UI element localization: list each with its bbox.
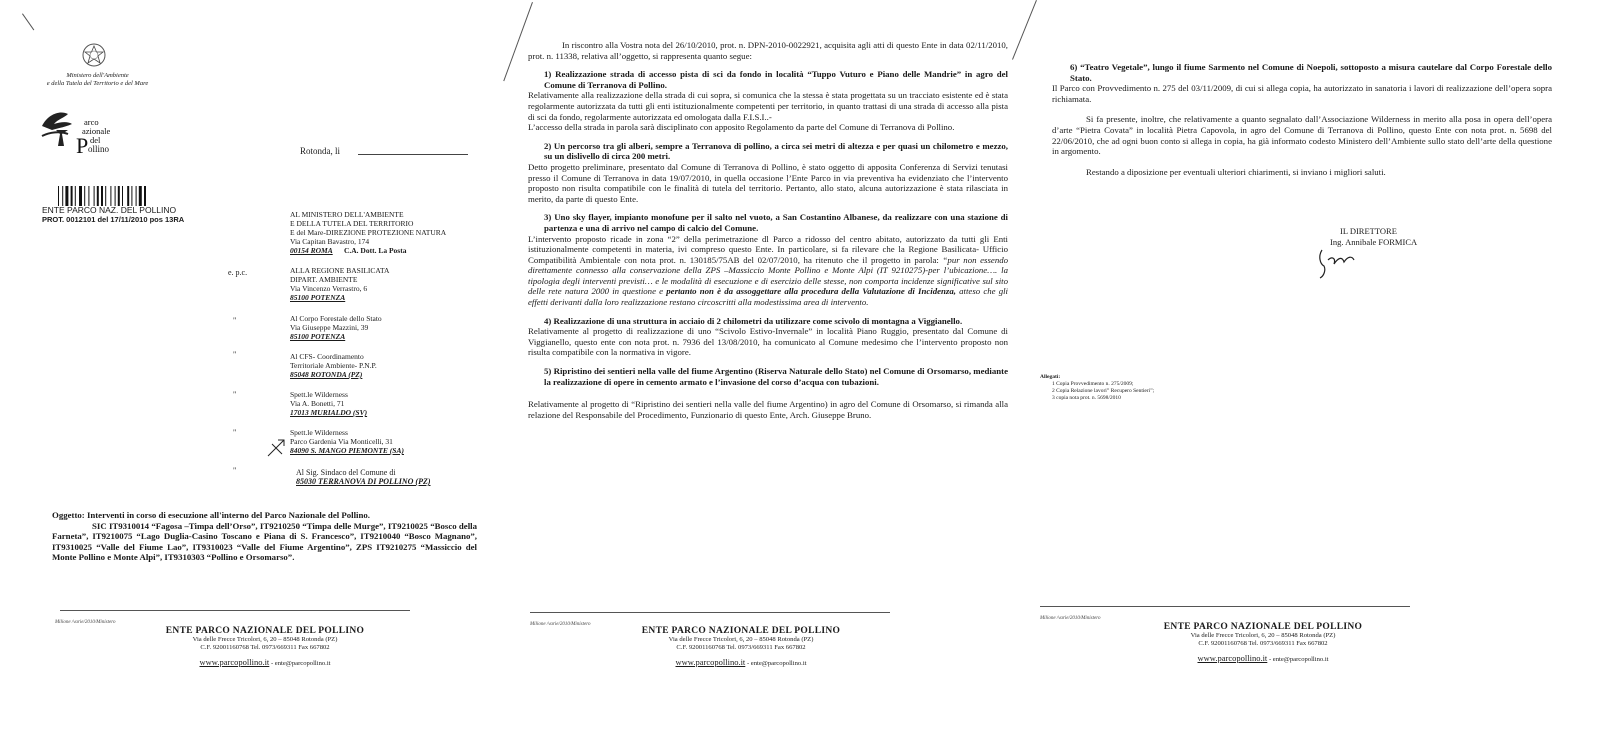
svg-text:P: P (76, 133, 89, 154)
footer-contacts: C.F. 92001160768 Tel. 0973/669311 Fax 667802 (676, 644, 806, 651)
point-6-heading: 6) “Teatro Vegetale”, lungo il fiume Sarmento nel Comune di Noepoli, sottoposto a misura cautelare dal Corpo Forestale dello Stato. (1070, 62, 1552, 83)
recipient-line: Via Giuseppe Mazzini, 39 (290, 323, 369, 332)
date-blank-line (358, 154, 468, 155)
attachments-list (1040, 374, 1154, 402)
recipient-ministero (290, 210, 500, 255)
recipient-line: Via Capitan Bavastro, 174 (290, 237, 370, 246)
footer-org-name: ENTE PARCO NAZIONALE DEL POLLINO (165, 626, 365, 636)
recipient-line: AL MINISTERO DELL'AMBIENTE (290, 210, 404, 219)
footer-rule (60, 610, 410, 611)
point-5-heading: 5) Ripristino dei sentieri nella valle del fiume Argentino (Riserva Naturale dello Stato) nel Comune di Orsomarso, mediante la realizzazione di opere in cemento armato e l’invasione del corso d’acqua con tubazioni. (544, 366, 1008, 387)
footer-rule (1040, 606, 1410, 607)
letter-body-page-2 (528, 40, 1008, 428)
point-4-text: Relativamente al progetto di realizzazione di uno “Scivolo Estivo-Invernale” in località Piano Ruggio, presentato dal Comune di Viggianello, questo ente con nota prot. n. 7936 del 13/08/2010, ha comunicato al Comune medesimo che l’intervento proposto non risulta compatibile con la normativa in vigore. (528, 326, 1008, 358)
footer-email: - ente@parcopollino.it (1267, 656, 1329, 663)
italian-republic-emblem-icon (80, 42, 108, 68)
footer-file-ref: Milione /varie/2010/Ministero (530, 622, 591, 627)
footer-rule (530, 612, 890, 613)
footer-address: Via delle Frecce Tricolori, 6, 20 – 85048 Rotonda (PZ) (192, 636, 338, 643)
ministry-header (30, 72, 165, 88)
recipient-line: DIPART. AMBIENTE (290, 275, 358, 284)
point-3-quote-end: atteso che gli effetti derivanti dalla loro realizzazione restano circoscritti alla modestissima area di intervento. (528, 286, 1009, 308)
recipient-destination: 85100 POTENZA (290, 332, 346, 341)
ministry-line-1: Ministero dell'Ambiente (66, 72, 129, 79)
point-3-text: L’intervento proposto ricade in zona “2” della perimetrazione dl Parco a ridosso del centro abitato, autorizzato da tutti gli Enti istituzionalmente competenti in materia, ivi compreso questo Ente. In particolare, si fa rilevare che la Regione Basilicata- Ufficio Compatibilità Ambientale con nota prot. n. 130185/75AB del 02/07/2010, ha ritenuto che il progetto in parola: (528, 233, 1008, 265)
footer-email: - ente@parcopollino.it (269, 660, 331, 667)
recipient-cfs-coordinamento (290, 352, 500, 379)
recipient-line: ALLA REGIONE BASILICATA (290, 266, 390, 275)
footer-org-name: ENTE PARCO NAZIONALE DEL POLLINO (641, 626, 841, 636)
recipient-line: E del Mare-DIREZIONE PROTEZIONE NATURA (290, 228, 447, 237)
recipient-wilderness-2 (290, 428, 500, 455)
footer (1138, 622, 1388, 666)
handwritten-signature (1314, 246, 1374, 280)
recipient-line: Parco Gardenia Via Monticelli, 31 (290, 437, 393, 446)
attachment-item: 3 copia nota prot. n. 5698/2010 (1052, 395, 1121, 401)
recipient-destination: 17013 MURIALDO (SV) (290, 408, 368, 417)
letter-page-3 (1030, 0, 1600, 733)
letter-page-1 (0, 0, 510, 733)
date-place: Rotonda, li (300, 146, 340, 156)
point-4-heading: 4) Realizzazione di una struttura in acciaio di 2 chilometri da utilizzare come scivolo di montagna a Viggianello. (544, 315, 963, 326)
attachment-item: 2 Copia Relazione lavori” Recupero Sentieri”; (1052, 388, 1155, 394)
attachments-label: Allegati: (1040, 374, 1061, 380)
recipient-destination: 85030 TERRANOVA DI POLLINO (PZ) (296, 477, 431, 486)
ministry-line-2: e della Tutela del Territorio e del Mare (46, 80, 149, 87)
recipient-line: E DELLA TUTELA DEL TERRITORIO (290, 219, 414, 228)
recipient-line: Al Corpo Forestale dello Stato (290, 314, 382, 323)
footer-org-name: ENTE PARCO NAZIONALE DEL POLLINO (1163, 622, 1363, 632)
point-5-text: Relativamente al progetto di “Ripristino dei sentieri nella valle del fiume Argentino) in agro del Comune di Orsomarso, si rimanda alla relazione del Responsabile del Procedimento, Funzionario di questo Ente, Arch. Giuseppe Bruno. (528, 399, 1008, 420)
protocol-line-2: PROT. 0012101 del 17/11/2010 pos 13RA (42, 215, 185, 224)
footer-address: Via delle Frecce Tricolori, 6, 20 – 85048 Rotonda (PZ) (1190, 632, 1336, 639)
ditto-mark: " (233, 466, 237, 475)
point-1-heading: 1) Realizzazione strada di accesso pista di sci da fondo in località “Tuppo Vuturo e Piano delle Mandrie” in agro del Comune di Terranova di Pollino. (544, 69, 1008, 90)
subject-label: Oggetto: (52, 510, 85, 520)
handwritten-arrow-mark (266, 436, 288, 458)
footer-email: - ente@parcopollino.it (745, 660, 807, 667)
footer (616, 626, 866, 670)
ditto-mark: " (233, 428, 237, 437)
recipient-line: Spett.le Wilderness (290, 428, 348, 437)
recipient-line: Territoriale Ambiente- P.N.P. (290, 361, 377, 370)
footer-address: Via delle Frecce Tricolori, 6, 20 – 85048 Rotonda (PZ) (668, 636, 814, 643)
point-1-text: Relativamente alla realizzazione della strada di cui sopra, si comunica che la stessa è stata progettata su un tracciato esistente ed è stata regolarmente autorizzata da tutti gli enti istituzionalmente competenti per territorio, in quanto trattasi di una strada di accesso alla pista di sci da fondo, regolarmente autorizzata ed omologata dalla F.I.S.I..- (528, 90, 1008, 122)
letter-page-2 (510, 0, 1030, 733)
ditto-mark: " (233, 390, 237, 399)
recipient-line: Al Sig. Sindaco del Comune di (296, 468, 396, 477)
wilderness-paragraph: Si fa presente, inoltre, che relativamente a quanto segnalato dall’Associazione Wilderness in merito alla posa in opera dell’opera d’arte “Pietra Covata” in località Pietra Capovola, in agro del Comune di Terranova di Pollino, questo Ente con nota prot. n. 5698 del 22/06/2010, che ad ogni buon conto si allega in copia, ha già informato codesto Ministero dell’Ambiente sullo stato dell’arte della questione in argomento. (1052, 114, 1552, 157)
signer-name: Ing. Annibale FORMICA (1330, 237, 1418, 247)
recipient-attention: C.A. Dott. La Posta (343, 246, 407, 255)
protocol-stamp (42, 206, 184, 224)
point-6-text: Il Parco con Provvedimento n. 275 del 03/11/2009, di cui si allega copia, ha autorizzato in sanatoria i lavori di realizzazione dell’opera sopra richiamata. (1052, 83, 1552, 104)
point-1-text-2: L’accesso della strada in parola sarà disciplinato con apposito Regolamento da parte del Comune di Terranova di Pollino. (528, 122, 955, 133)
recipient-line: Via A. Bonetti, 71 (290, 399, 345, 408)
footer-website-link[interactable]: www.parcopollino.it (1197, 653, 1268, 663)
svg-text:azionale: azionale (82, 126, 111, 136)
letter-body-page-3 (1052, 62, 1552, 187)
recipient-line: Spett.le Wilderness (290, 390, 348, 399)
footer-file-ref: Milione /varie/2010/Ministero (1040, 616, 1101, 621)
svg-text:arco: arco (84, 117, 99, 127)
recipient-line: Al CFS- Coordinamento (290, 352, 364, 361)
closing-paragraph: Restando a diposizione per eventuali ulteriori chiarimenti, si inviano i migliori saluti. (1086, 166, 1386, 177)
recipient-destination: 84090 S. MANGO PIEMONTE (SA) (290, 446, 404, 455)
recipient-cfs (290, 314, 500, 341)
svg-text:ollino: ollino (88, 144, 110, 154)
svg-text:del: del (90, 135, 101, 145)
subject-block (52, 510, 477, 563)
footer-contacts: C.F. 92001160768 Tel. 0973/669311 Fax 667802 (200, 644, 330, 651)
subject-title: Interventi in corso di esecuzione all'interno del Parco Nazionale del Pollino. (86, 510, 370, 520)
signature-block (1330, 226, 1417, 248)
recipient-line: Via Vincenzo Verrastro, 6 (290, 284, 368, 293)
footer-website-link[interactable]: www.parcopollino.it (675, 657, 746, 667)
barcode (42, 186, 182, 206)
point-3-quote: “pur non essendo direttamente connesso alla conservazione della ZPS –Massiccio Monte Pollino e Monte Alpi (IT 9210275)-per l’ubicazione…. la tipologia degli interventi previsti… e le modalità di esecuzione e di esercizio delle stesse, non comporta incidenze significative sul sito delle rete natura 2000 in questione e (528, 254, 1009, 297)
recipient-regione (290, 266, 500, 302)
point-2-text: Detto progetto preliminare, presentato dal Comune di Terranova di Pollino, è stato oggetto di apposita Conferenza di Servizi tenutasi presso il Comune di Terranova in data 19/07/2010, in quella occasione l’Ente Parco in via preventiva ha evidenziato che l’intervento proposto non risulta compatibile con le finalità di tutela del territorio. Pertanto, allo stato, alcuna autorizzazione è stata rilasciata in merito, da parte di questo Ente. (528, 161, 1008, 204)
ditto-mark: " (233, 316, 237, 325)
point-3-quote-emphasis: pertanto non è da assoggettare alla procedura della Valutazione di Incidenza, (666, 286, 956, 297)
footer-file-ref: Milione /varie/2010/Ministero (55, 620, 116, 625)
footer-contacts: C.F. 92001160768 Tel. 0973/669311 Fax 667802 (1198, 640, 1328, 647)
recipient-wilderness-1 (290, 390, 500, 417)
attachment-item: 1 Copia Provvedimento n. 275/2009; (1052, 381, 1134, 387)
protocol-line-1: ENTE PARCO NAZ. DEL POLLINO (42, 205, 177, 215)
intro-paragraph: In riscontro alla Vostra nota del 26/10/2010, prot. n. DPN-2010-0022921, acquisita agli atti di questo Ente in data 02/11/2010, prot. n. 11338, relativa all’oggetto, si rappresenta quanto segue: (528, 40, 1008, 61)
scan-mark (22, 13, 34, 30)
recipient-destination: 85100 POTENZA (290, 293, 346, 302)
cp-label: e. p.c. (228, 268, 248, 277)
recipient-destination: 85048 ROTONDA (PZ) (290, 370, 363, 379)
recipient-destination: 00154 ROMA (290, 246, 333, 255)
point-3-heading: 3) Uno sky flayer, impianto monofune per il salto nel vuoto, a San Costantino Albanese, da realizzare con una stazione di partenza e una di arrivo nel campo di calcio del Comune. (544, 212, 1008, 233)
parco-pollino-logo (38, 104, 128, 154)
footer-website-link[interactable]: www.parcopollino.it (199, 657, 270, 667)
recipient-sindaco (296, 468, 506, 486)
signer-title: IL DIRETTORE (1340, 226, 1397, 236)
subject-site-list: SIC IT9310014 “Fagosa –Timpa dell’Orso”, IT9210250 “Timpa delle Murge”, IT9210025 “Bosco della Farneta”, IT9210075 “Lago Duglia-Casino Toscano e Piana di S. Francesco”, IT9210040 “Bosco Magnano”, IT9310025 “Valle del Fiume Lao”, IT9310023 “Valle del Fiume Argentino”, ZPS IT9210275 “Massiccio del Monte Pollino e Monte Alpi”, IT9310303 “Pollino e Orsomarso”. (52, 520, 477, 562)
ditto-mark: " (233, 350, 237, 359)
footer (140, 626, 390, 670)
point-2-heading: 2) Un percorso tra gli alberi, sempre a Terranova di pollino, a circa sei metri di altezza e per quasi un chilometro e mezzo, su un dislivello di circa 200 metri. (544, 140, 1008, 162)
